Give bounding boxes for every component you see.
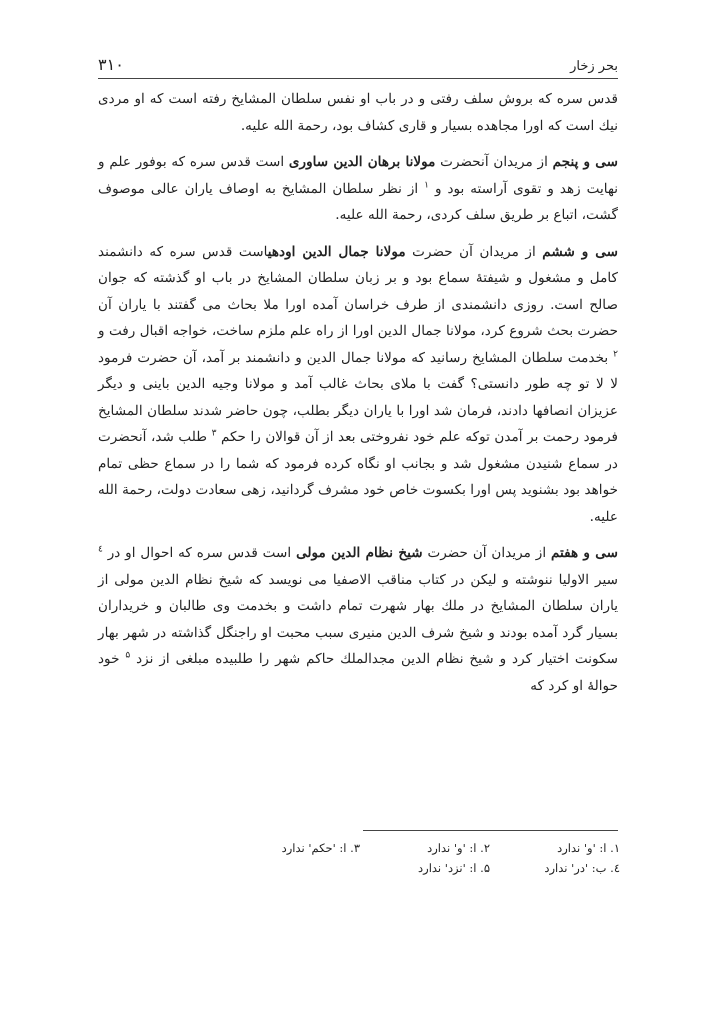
- footnote-ref: ۳: [211, 428, 217, 439]
- footnote: ۲. ا: 'و' ندارد: [427, 841, 490, 855]
- footnote-divider: [363, 830, 618, 831]
- person-name: مولانا جمال الدین اودهی: [267, 243, 406, 260]
- person-name: شیخ نظام الدین مولی: [296, 545, 423, 561]
- paragraph-text: است قدس سره که بوفور علم و نهایت زهد و تقوی آراسته بود و: [98, 154, 619, 197]
- section-heading: سی و پنجم: [552, 154, 618, 170]
- footnote-row: [220, 838, 620, 858]
- footnotes: [220, 838, 620, 878]
- footnote: ٤. ب: 'در' ندارد: [544, 861, 620, 875]
- person-prefix: از مریدان آن حضرت: [412, 243, 536, 260]
- paragraph-35: [98, 149, 618, 229]
- footnote-ref: ۲: [613, 348, 618, 359]
- footnote-ref: ۵: [125, 650, 131, 661]
- paragraph-text: است قدس سره که دانشمند کامل و مشغول و شیفتهٔ سماع بود و بر زبان سلطان المشایخ در باب او گذشته که جوان صالح است. روزی دانشمندی از طرف خراسان آمده اورا ملا بحاث می گفتند با یاران آن حضرت بحث شروع کرد، مولانا جمال الدین اورا از راه علم ملزم ساخت، خواجه اقبال رفت و: [98, 243, 618, 339]
- paragraph-text: قدس سره که بروش سلف رفتی و در باب او نفس سلطان المشایخ رفته است که او مردی نیك است که اورا مجاهده بسیار و قاری کشاف بود، رحمة الله علیه.: [98, 91, 618, 134]
- person-prefix: از مریدان آن حضرت: [427, 545, 547, 561]
- paragraph-text: بخدمت سلطان المشایخ رسانید که مولانا جمال الدین و دانشمند بر آمد، آن حضرت فرمود لا لا تو چه طور دانستی؟ گفت با ملای بحاث غالب آمد و مولانا وجیه الدین باینی و دیگر عزیزان انصافها دادند، فرمان شد اورا با یاران دیگر بطلب، چون حاضر شدند سلطان المشایخ فرمود رحمت بر آمدن توکه علم خود نفروختی بعد از آن قوالان را حکم: [98, 349, 618, 445]
- paragraph-text: سیر الاولیا ننوشته و لیکن در کتاب مناقب الاصفیا می نویسد که شیخ نظام الدین مولی از یاران سلطان المشایخ در ملك بهار شهرت تمام داشت و بخدمت وی طالبان و خریداران بسیار گرد آمده بودند و شیخ شرف الدین منیری سبب محبت او راجنگل گذاشته در شهر بهار سکونت اختیار کرد و شیخ نظام الدین مجدالملك حاکم شهر را طلبیده مبلغی از نزد: [98, 571, 618, 667]
- paragraph-text: خود حوالهٔ او کرد که: [98, 651, 618, 694]
- page-body: [98, 86, 618, 709]
- section-heading: سی و هفتم: [550, 545, 618, 561]
- paragraph-text: طلب شد، آنحضرت در سماع شنیدن مشغول شد و بجانب او نگاه کرده فرمود که شما را در سماع حظی تمام خواهد بود بشنوید پس اورا بکسوت خاص خود مشرف گردانید، زهی سعادت دولت، رحمة الله علیه.: [98, 429, 618, 525]
- paragraph-intro: [98, 86, 618, 139]
- footnote-ref: ۱: [424, 179, 429, 190]
- footnote: ۱. ا: 'و' ندارد: [557, 841, 620, 855]
- paragraph-text: است قدس سره که احوال او در: [107, 545, 292, 561]
- page-header: [98, 52, 618, 79]
- paragraph-text: از نظر سلطان المشایخ به اوصاف یاران عالی موصوف گشت، اتباع بر طریق سلف کردی، رحمة الله علیه.: [98, 180, 618, 223]
- running-title: بحر زخار: [570, 59, 618, 74]
- footnote: ۵. ا: 'نزد' ندارد: [418, 861, 490, 875]
- person-name: مولانا برهان الدین ساوری: [288, 154, 436, 170]
- page-number: ۳۱۰: [98, 55, 124, 74]
- footnote: ۳. ا: 'حکم' ندارد: [281, 841, 360, 855]
- person-prefix: از مریدان آنحضرت: [440, 154, 548, 170]
- section-heading: سی و ششم: [542, 243, 618, 260]
- paragraph-37: [98, 540, 618, 699]
- paragraph-36: [98, 239, 618, 531]
- footnote-ref: ٤: [98, 544, 103, 555]
- footnote-row: [220, 858, 620, 878]
